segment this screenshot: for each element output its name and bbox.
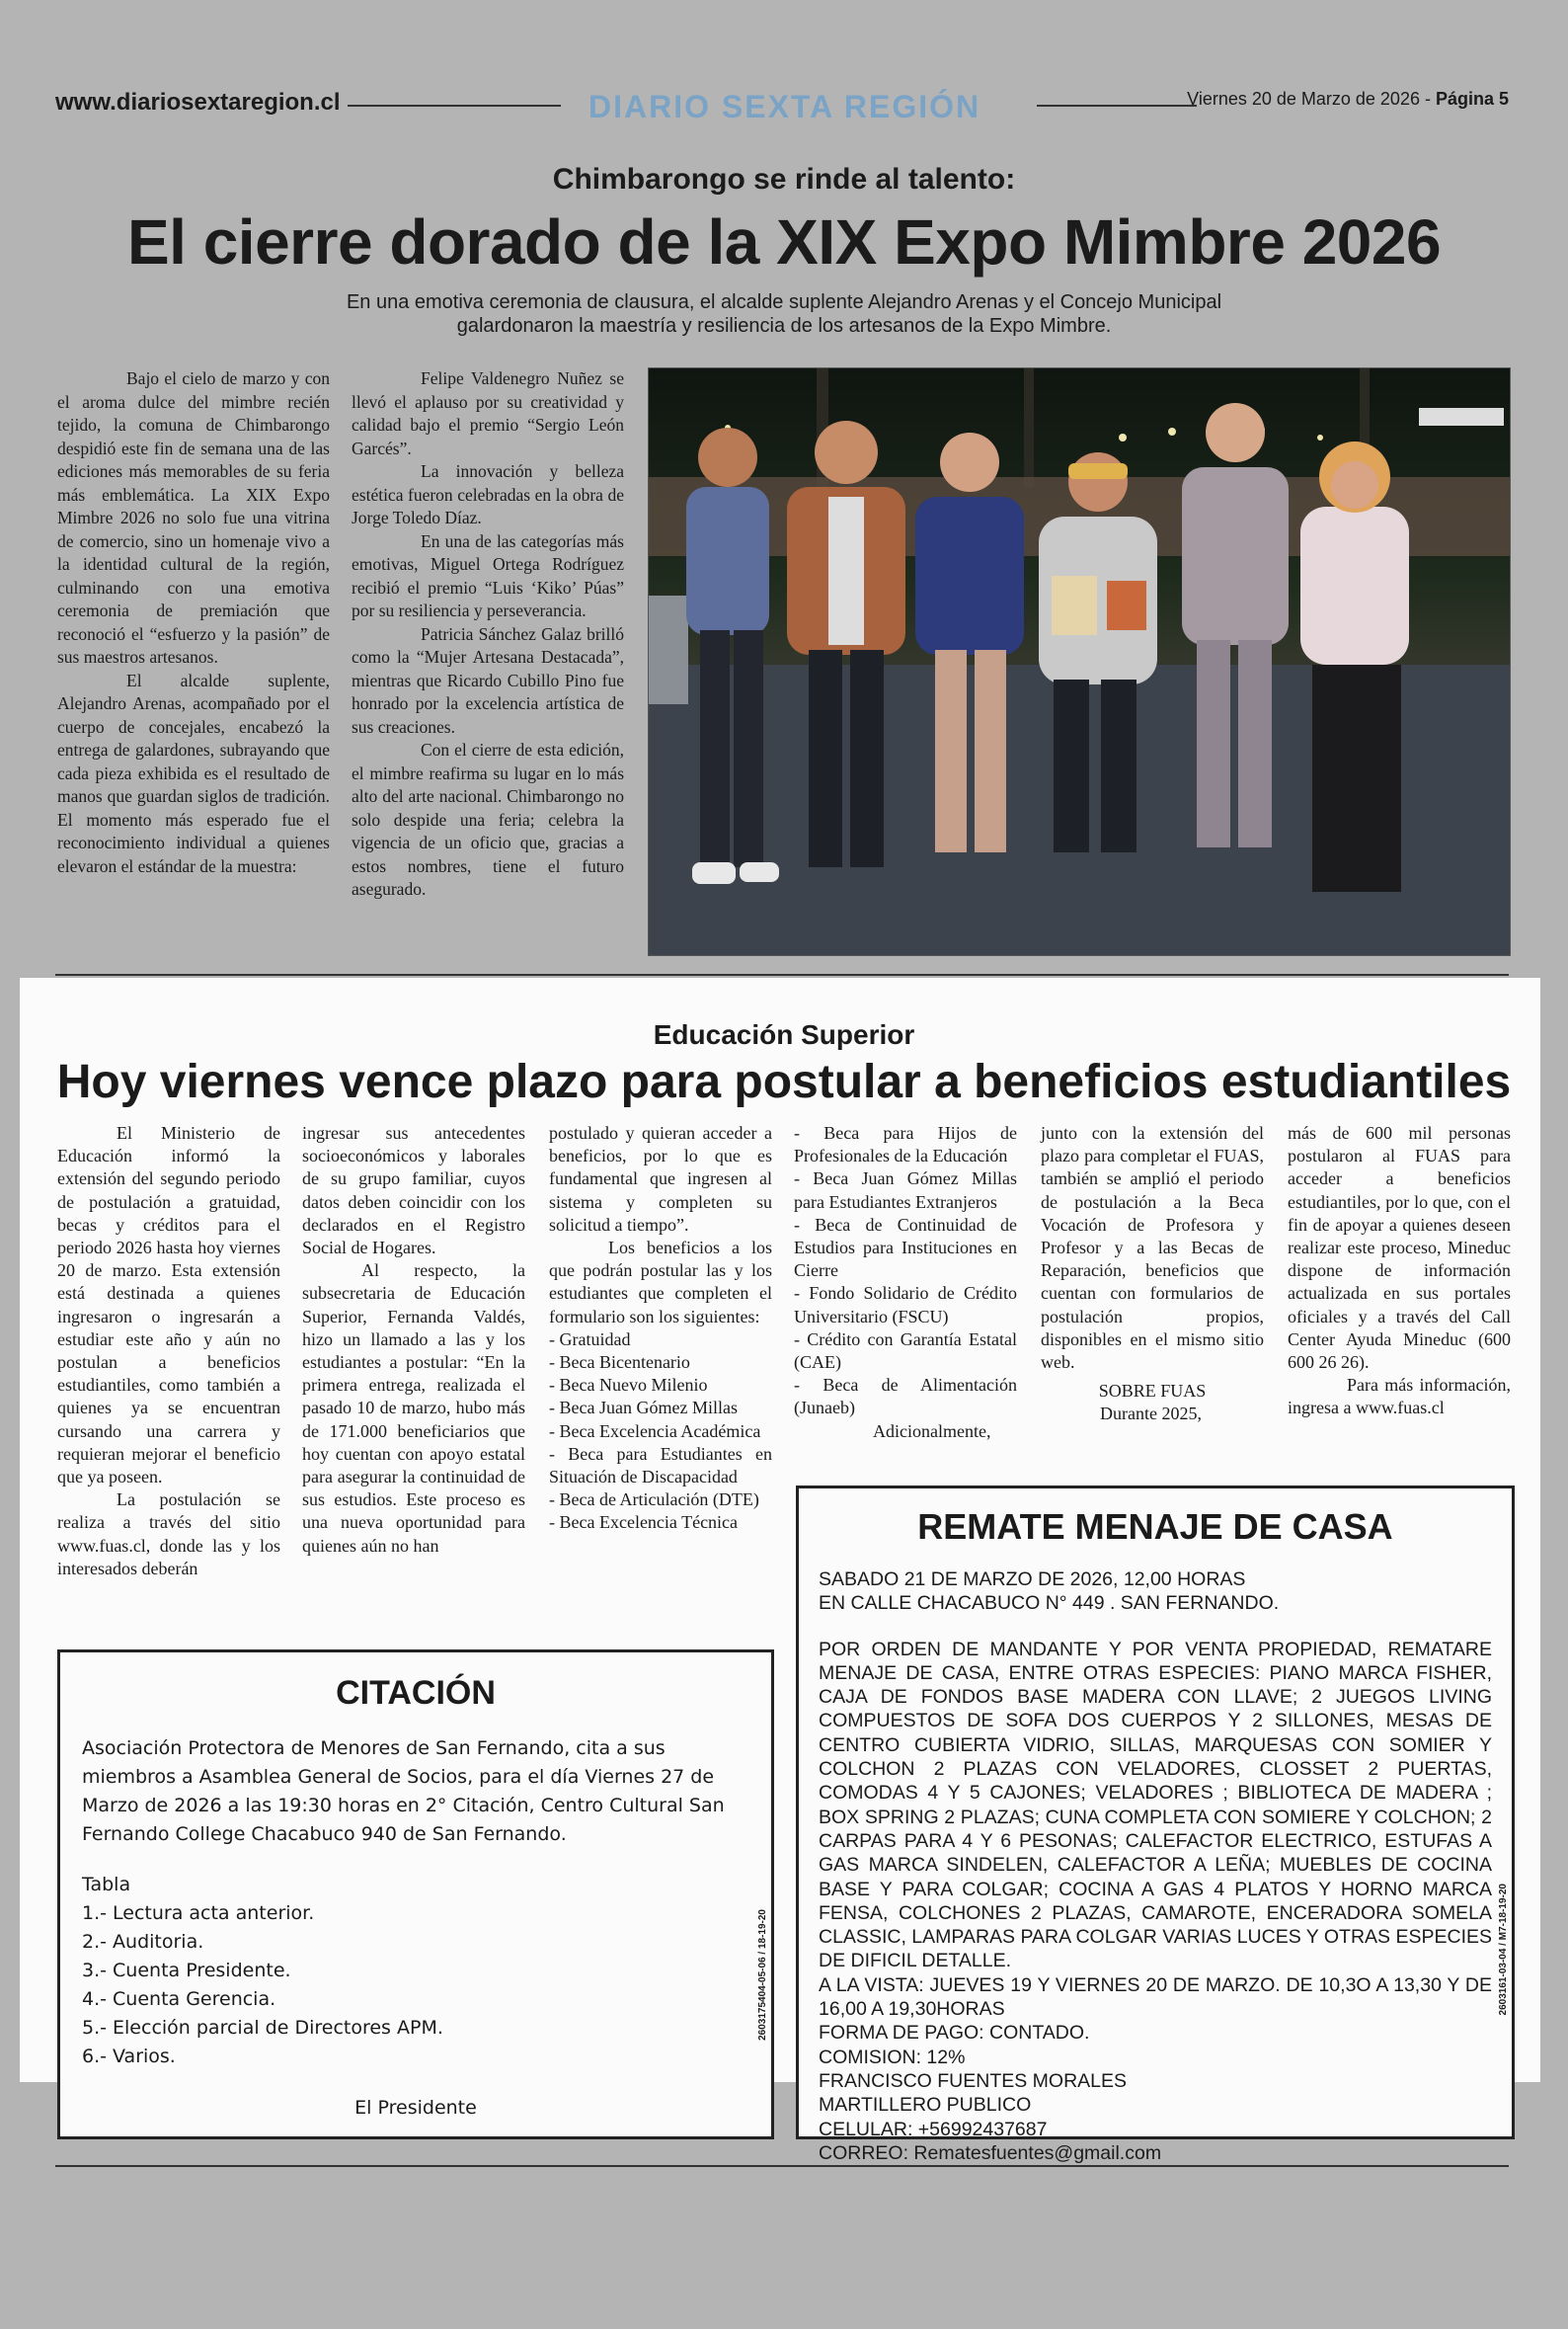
benefit-item: - Beca Excelencia Técnica [549,1512,739,1533]
benefit-item: - Beca Nuevo Milenio [549,1375,708,1396]
auction-email: CORREO: Rematesfuentes@gmail.com [819,2141,1162,2164]
paragraph: más de 600 mil personas postularon al FUAS para acceder a beneficios estudiantiles, por lo que, con el fin de apoyar a quienes deseen realizar este proceso, Mineduc dispone de información actualizada en sus portales oficiales y a través del Call Center Ayuda Mineduc (600 600 26 26). [1288,1123,1511,1373]
masthead-rule-left [348,105,561,107]
site-url: www.diariosextaregion.cl [55,89,341,116]
paragraph: Patricia Sánchez Galaz brilló como la “Mujer Artesana Destacada”, mientras que Ricardo Cubillo Pino fue honrado por la excelencia artística de sus creaciones. [352,623,624,737]
ad-code: 2603161-03-04 / M7-18-19-20 [1498,1884,1509,2016]
paragraph: Felipe Valdenegro Nuñez se llevó el aplauso por su creatividad y calidad bajo el premio “Sergio León Garcés”. [352,368,624,458]
article-photo [648,367,1511,956]
page-number: Página 5 [1435,89,1509,109]
paragraph: La innovación y belleza estética fueron celebradas en la obra de Jorge Toledo Díaz. [352,461,624,527]
article-column-5 [1041,1122,1264,1426]
auction-phone: CELULAR: +56992437687 [819,2118,1048,2140]
article-column-6 [1288,1122,1511,1420]
benefit-item: - Fondo Solidario de Crédito Universitario (FSCU) [794,1283,1017,1326]
paragraph: Con el cierre de esta edición, el mimbre reafirma su lugar en lo más alto del arte nacional. Chimbarongo no solo despide una feria; celebra la vigencia de un oficio que, gracias a estos nombres, tiene el futuro asegurado. [352,740,624,899]
benefit-item: - Beca Juan Gómez Millas [549,1398,738,1418]
article-kicker: Educación Superior [653,1019,915,1050]
award-ceremony-photo [649,368,1510,955]
paragraph: En una de las categorías más emotivas, Miguel Ortega Rodríguez recibió el premio “Luis ‘Kiko’ Púas” por su resiliencia y perseverancia. [352,530,624,620]
auction-items: POR ORDEN DE MANDANTE Y POR VENTA PROPIEDAD, REMATARE MENAJE DE CASA, ENTRE OTRAS ESPECIES: PIANO MARCA FISHER, CAJA DE FONDOS BASE MADERA CON LLAVE; 2 JUEGOS LIVING COMPUESTOS DE SOFA DOS CUERPOS Y 2 SILLONES, MESAS DE CENTRO CUBIERTA VIDRIO, SILLAS, MARQUESAS CON SOMIER Y COLCHON 2 PLAZAS CON VELADORES, CLOSSET 2 PUERTAS, COMODAS 4 Y 5 CAJONES; VELADORES ; BIBLIOTECA DE MADERA ; BOX SPRING 2 PLAZAS; CUNA COMPLETA CON SOMIERE Y COLCHON; 2 CARPAS PARA 4 Y 6 PESONAS; CALEFACTOR ELECTRICO, ESTUFAS A GAS MARCA SINDELEN, CALEFACTOR A LEÑA; MUEBLES DE COCINA BASE Y PARA COLGAR; COCINA A GAS 4 PLATOS Y HORNO MARCA FENSA, COLCHONES 2 PLAZAS, CAMAROTE, ENCERADORA SOMELA CLASSIC, LAMPARAS PARA COLGAR VARIAS LUCES Y OTRAS ESPECIES DE DIFICIL DETALLE. [819,1638,1493,1972]
agenda-item: 4.- Cuenta Gerencia. [82,1988,276,2010]
benefit-item: - Beca para Hijos de Profesionales de la Educación [794,1123,1017,1166]
benefit-item: - Crédito con Garantía Estatal (CAE) [794,1328,1017,1373]
citation-title: CITACIÓN [336,1674,496,1712]
benefit-item: - Gratuidad [549,1328,631,1349]
paragraph: junto con la extensión del plazo para completar el FUAS, también se amplió el periodo de postulación a la Beca Vocación de Profesora y Profesor y a las Becas de Reparación, beneficios que cuentan con formularios de postulación propios, disponibles en el mismo sitio web. [1041,1123,1264,1373]
article-headline: El cierre dorado de la XIX Expo Mimbre 2026 [126,206,1442,278]
article-deck: En una emotiva ceremonia de clausura, el alcalde suplente Alejandro Arenas y el Concejo Municipal galardonaron la maestría y resiliencia de los artesanos de la Expo Mimbre. [346,291,1222,337]
auction-notice [796,1486,1515,2164]
paragraph: La postulación se realiza a través del sitio www.fuas.cl, donde las y los interesados deberán [57,1489,280,1578]
paragraph: Los beneficios a los que podrán postular las y los estudiantes que completen el formulario son los siguientes: [549,1238,772,1326]
article-column-2 [352,367,624,902]
auction-viewing: A LA VISTA: JUEVES 19 Y VIERNES 20 DE MARZO. DE 10,3O A 13,30 Y DE 16,00 A 19,30HORAS [819,1973,1492,2021]
auction-commission: COMISION: 12% [819,2046,966,2068]
citation-notice [57,1649,774,2139]
citation-body: Asociación Protectora de Menores de San Fernando, cita a sus miembros a Asamblea General de Socios, para el día Viernes 27 de Marzo de 2026 a las 19:30 horas en 2° Citación, Centro Cultural San Fernando College Chacabuco 940 de San Fernando. [82,1737,725,1845]
benefit-item: - Beca de Continuidad de Estudios para Instituciones en Cierre [794,1214,1017,1281]
agenda-item: 1.- Lectura acta anterior. [82,1902,315,1924]
agenda-item: 6.- Varios. [82,2046,176,2067]
agenda-item: 5.- Elección parcial de Directores APM. [82,2017,443,2039]
auctioneer-name: FRANCISCO FUENTES MORALES [819,2069,1128,2092]
subhead: SOBRE FUAS [1098,1381,1207,1402]
issue-date: Viernes 20 de Marzo de 2026 - Página 5 [1187,89,1509,109]
newspaper-brand: DIARIO SEXTA REGIÓN [588,89,981,124]
citation-signature: El Presidente [354,2097,477,2119]
article-column-4 [794,1122,1017,1443]
auction-address: EN CALLE CHACABUCO N° 449 . SAN FERNANDO. [819,1592,1280,1615]
article-column-2 [302,1122,525,1558]
agenda-item: 2.- Auditoria. [82,1931,204,1953]
section-divider [55,974,1509,976]
auctioneer-title: MARTILLERO PUBLICO [819,2094,1032,2117]
paragraph: Para más información, ingresa a www.fuas.cl [1288,1375,1511,1418]
article-column-1 [57,367,330,878]
paragraph: Al respecto, la subsecretaria de Educación Superior, Fernanda Valdés, hizo un llamado a las y los estudiantes a postular: “En la primera entrega, realizada el pasado 10 de marzo, hubo más de 171.000 beneficiarios que hoy cuentan con apoyo estatal para asegurar la continuidad de sus estudios. Este proceso es una nueva oportunidad para quienes aún no han [302,1260,525,1556]
paragraph: Bajo el cielo de marzo y con el aroma dulce del mimbre recién tejido, la comuna de Chimbarongo despidió este fin de semana una de las ediciones más memorables de su feria más emblemática. La XIX Expo Mimbre 2026 no solo fue una vitrina de comercio, sino un homenaje vivo a la identidad cultural de la región, culminando con una emotiva ceremonia de premiación que reconoció el “esfuerzo y la pasión” de sus maestros artesanos. [57,368,330,667]
agenda-item: 3.- Cuenta Presidente. [82,1960,291,1981]
benefit-item: - Beca para Estudiantes en Situación de Discapacidad [549,1443,772,1487]
benefit-item: - Beca Bicentenario [549,1352,690,1373]
paragraph: Adicionalmente, [873,1420,991,1441]
article-headline: Hoy viernes vence plazo para postular a beneficios estudiantiles [56,1056,1512,1108]
auction-date: SABADO 21 DE MARZO DE 2026, 12,00 HORAS [819,1568,1246,1590]
ad-code: 2603175404-05-06 / 18-19-20 [757,1909,768,2041]
paragraph: Durante 2025, [1100,1404,1202,1424]
paragraph: postulado y quieran acceder a beneficios, por lo que es fundamental que ingresen al sistema y completen su solicitud a tiempo”. [549,1123,772,1235]
paragraph: El alcalde suplente, Alejandro Arenas, acompañado por el cuerpo de concejales, encabezó la entrega de galardones, subrayando que cada pieza exhibida es el resultado de manos que guardan siglos de tradición. El momento más esperado fue el reconocimiento individual a quienes elevaron el estándar de la muestra: [57,670,330,876]
paragraph: El Ministerio de Educación informó la extensión del segundo periodo de postulación a gratuidad, becas y créditos para el periodo 2026 hasta hoy viernes 20 de marzo. Esta extensión está destinada a quienes ingresaron o ingresarán a estudiar este año y aún no postulan a beneficios estudiantiles, como también a quienes ya se encuentran cursando una carrera y requieran mejorar el beneficio que ya poseen. [57,1123,280,1487]
benefit-item: - Beca de Alimentación (Junaeb) [794,1375,1017,1418]
benefit-item: - Beca Juan Gómez Millas para Estudiantes Extranjeros [794,1168,1017,1212]
article-column-1 [57,1122,280,1580]
auction-payment: FORMA DE PAGO: CONTADO. [819,2022,1090,2045]
benefit-item: - Beca Excelencia Académica [549,1420,761,1441]
article-column-3 [549,1122,772,1535]
auction-title: REMATE MENAJE DE CASA [917,1506,1393,1547]
masthead-rule-right [1037,105,1197,107]
footer-rule [55,2165,1509,2167]
paragraph: ingresar sus antecedentes socioeconómicos y laborales de su grupo familiar, cuyos datos deben coincidir con los declarados en el Registro Social de Hogares. [302,1123,525,1258]
benefit-item: - Beca de Articulación (DTE) [549,1489,759,1510]
agenda-label: Tabla [82,1874,131,1895]
article-kicker: Chimbarongo se rinde al talento: [552,163,1016,196]
